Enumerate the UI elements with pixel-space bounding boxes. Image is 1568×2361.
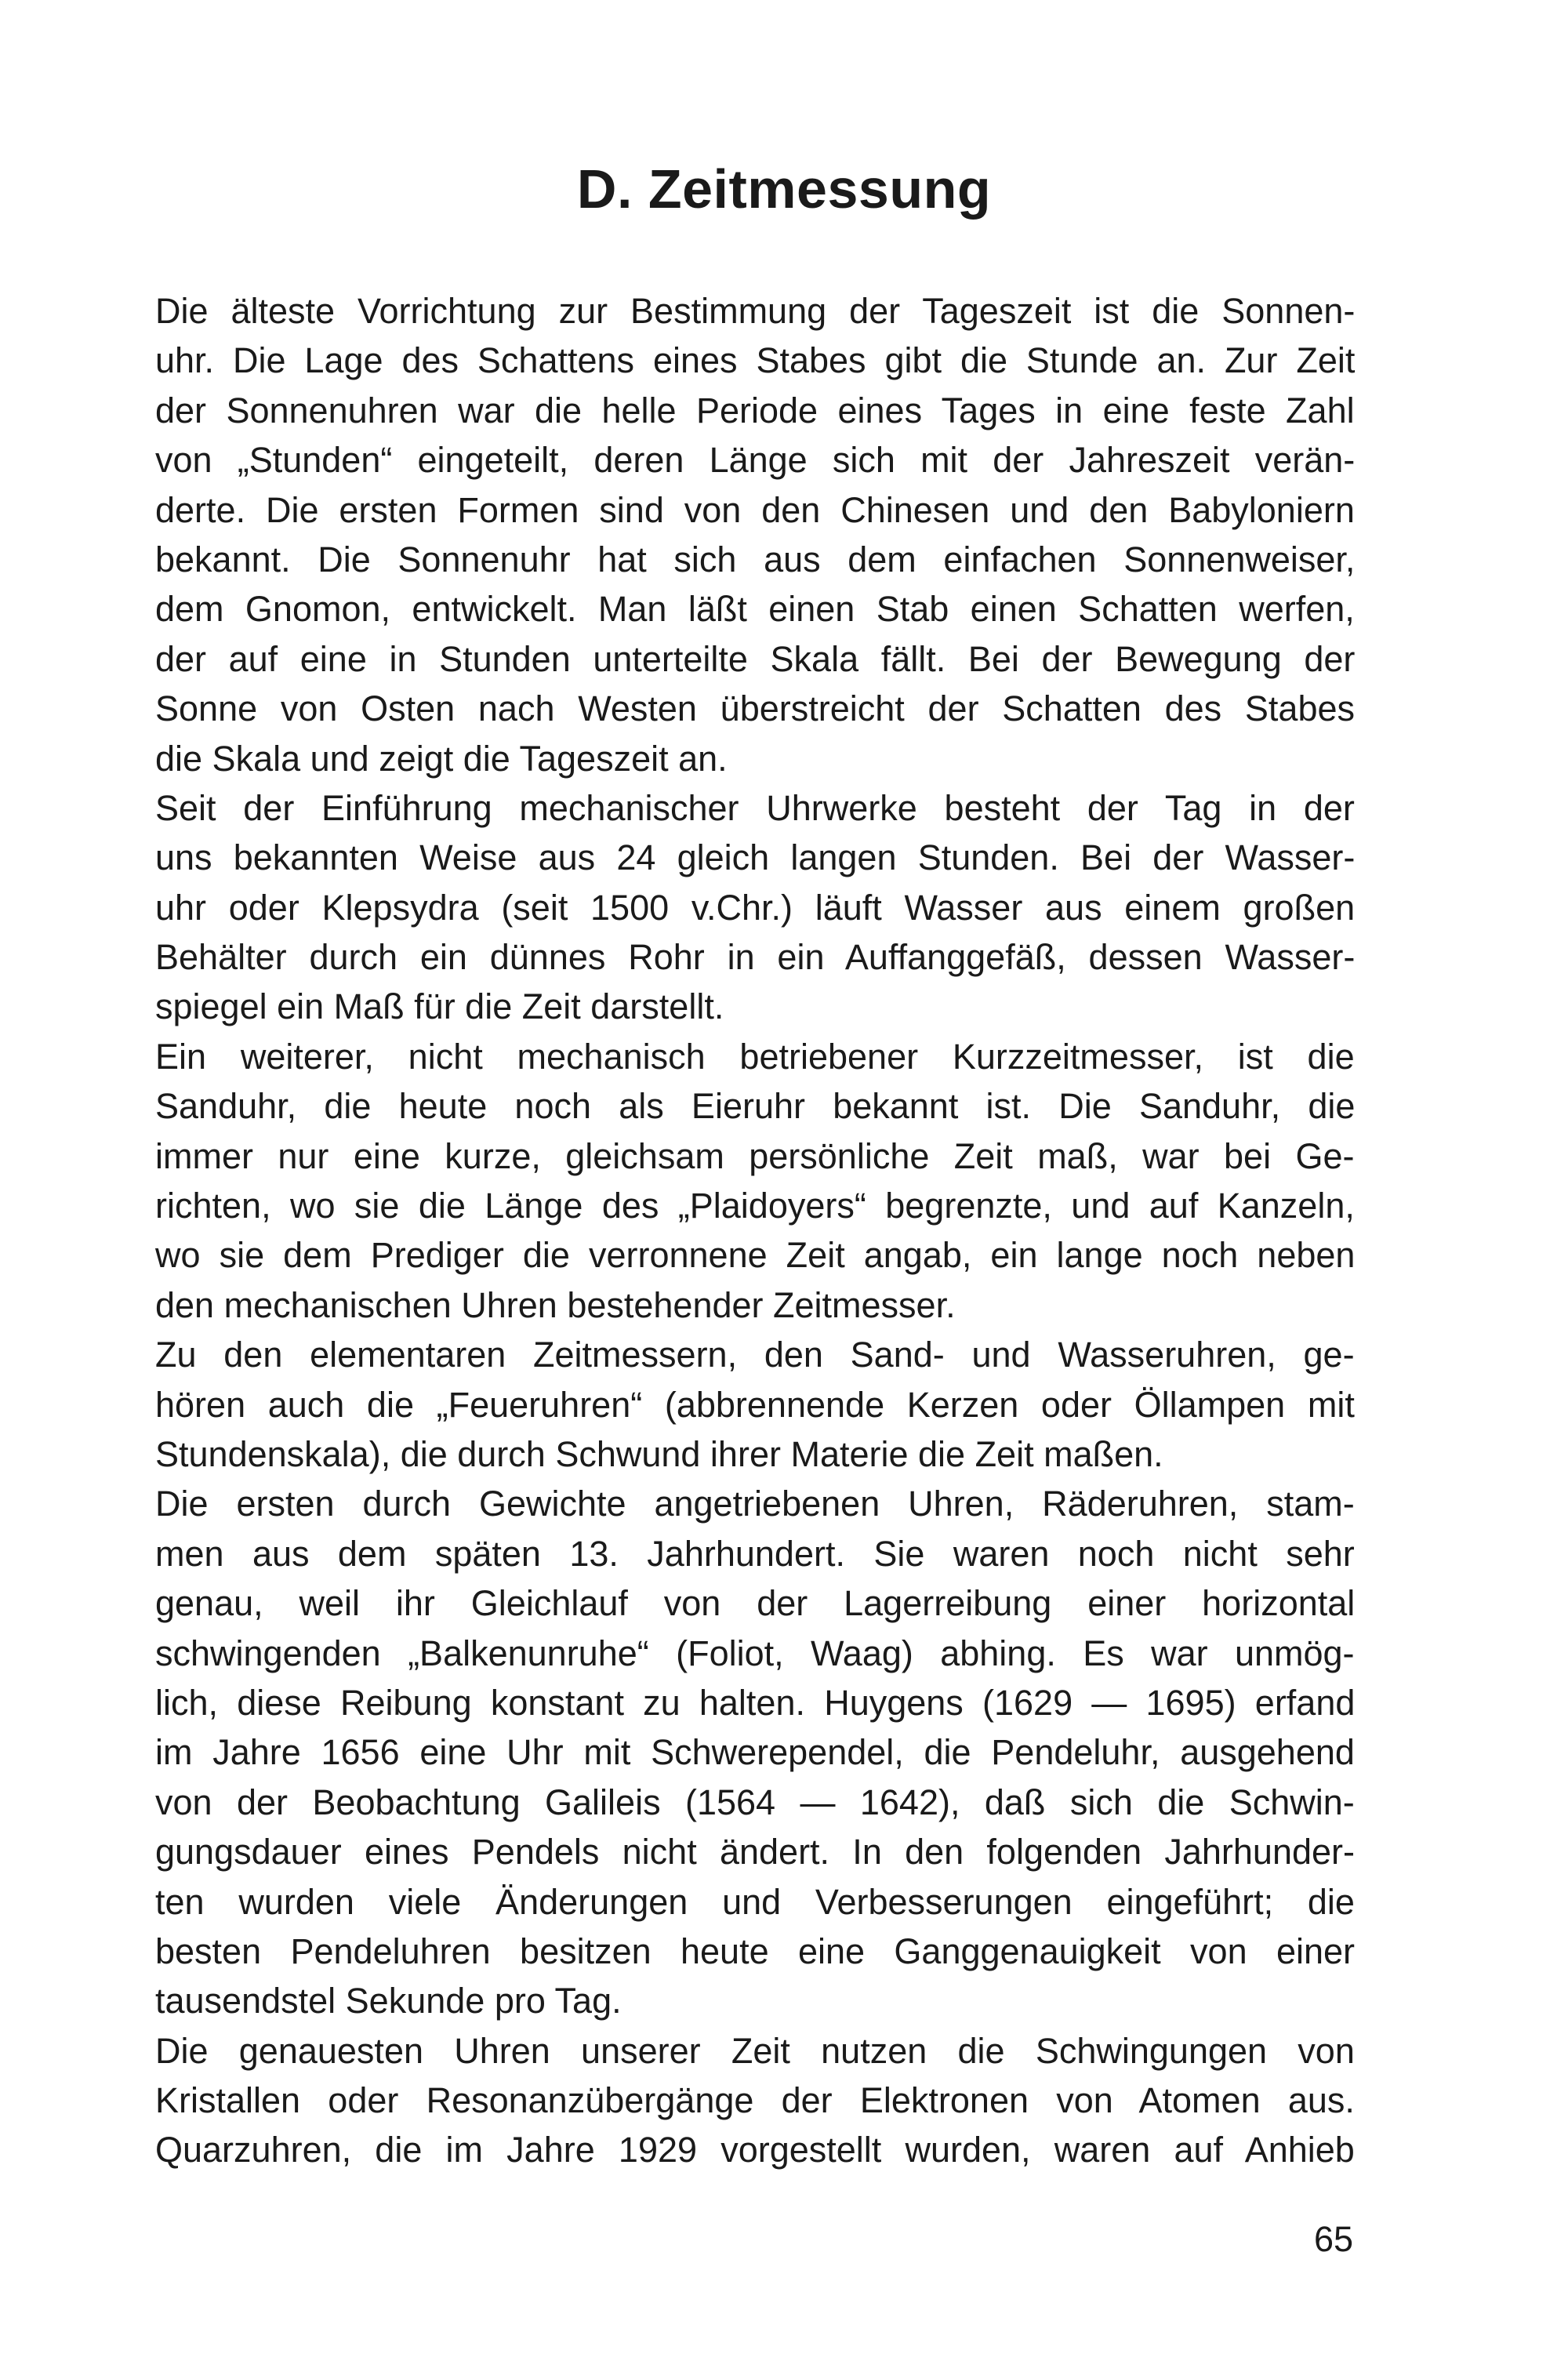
text-line: die Skala und zeigt die Tageszeit an.	[155, 738, 728, 779]
text-line: Sonne von Osten nach Westen überstreicht der Schatten des Stabes	[155, 688, 1356, 729]
text-line: immer nur eine kurze, gleichsam persönliche Zeit maß, war bei Ge-	[155, 1135, 1355, 1176]
text-line: besten Pendeluhren besitzen heute eine Ganggenauigkeit von einer	[155, 1931, 1356, 1971]
text-line: spiegel ein Maß für die Zeit darstellt.	[155, 986, 724, 1027]
text-line: Die genauesten Uhren unserer Zeit nutzen die Schwingungen von	[155, 2030, 1355, 2071]
text-line: im Jahre 1656 eine Uhr mit Schwerependel, die Pendeluhr, ausgehend	[155, 1732, 1355, 1773]
text-line: genau, weil ihr Gleichlauf von der Lagerreibung einer horizontal	[155, 1583, 1356, 1624]
text-line: Seit der Einführung mechanischer Uhrwerke besteht der Tag in der	[155, 787, 1355, 828]
text-line: Behälter durch ein dünnes Rohr in ein Auffanggefäß, dessen Wasser-	[155, 937, 1356, 978]
text-line: gungsdauer eines Pendels nicht ändert. In den folgenden Jahrhunder-	[155, 1832, 1356, 1872]
text-line: uhr oder Klepsydra (seit 1500 v.Chr.) läuft Wasser aus einem großen	[155, 887, 1356, 928]
text-line: derte. Die ersten Formen sind von den Chinesen und den Babyloniern	[155, 489, 1355, 530]
text-line: richten, wo sie die Länge des „Plaidoyers“ begrenzte, und auf Kanzeln,	[155, 1186, 1355, 1226]
text-line: wo sie dem Prediger die verronnene Zeit angab, ein lange noch neben	[155, 1235, 1356, 1276]
body-text	[155, 286, 1355, 2175]
text-line: lich, diese Reibung konstant zu halten. Huygens (1629 — 1695) erfand	[155, 1682, 1356, 1723]
text-line: Zu den elementaren Zeitmessern, den Sand- und Wasseruhren, ge-	[155, 1335, 1355, 1375]
text-line: der auf eine in Stunden unterteilte Skala fällt. Bei der Bewegung der	[155, 638, 1356, 679]
text-line: von der Beobachtung Galileis (1564 — 1642), daß sich die Schwin-	[155, 1782, 1355, 1822]
section-title: D. Zeitmessung	[576, 158, 992, 220]
text-line: Kristallen oder Resonanzübergänge der Elektronen von Atomen aus.	[155, 2080, 1355, 2121]
text-line: den mechanischen Uhren bestehender Zeitmesser.	[155, 1284, 956, 1325]
text-line: der Sonnenuhren war die helle Periode eines Tages in eine feste Zahl	[155, 390, 1355, 430]
text-line: Die älteste Vorrichtung zur Bestimmung der Tageszeit ist die Sonnen-	[155, 291, 1356, 331]
text-line: schwingenden „Balkenunruhe“ (Foliot, Waag) abhing. Es war unmög-	[155, 1633, 1355, 1673]
text-line: Sanduhr, die heute noch als Eieruhr bekannt ist. Die Sanduhr, die	[155, 1086, 1356, 1127]
page-number: 65	[1313, 2219, 1353, 2259]
text-line: uhr. Die Lage des Schattens eines Stabes gibt die Stunde an. Zur Zeit	[155, 340, 1356, 381]
text-line: ten wurden viele Änderungen und Verbesserungen eingeführt; die	[155, 1881, 1355, 1922]
text-line: hören auch die „Feueruhren“ (abbrennende Kerzen oder Öllampen mit	[155, 1384, 1355, 1425]
text-line: Stundenskala), die durch Schwund ihrer Materie die Zeit maßen.	[155, 1433, 1163, 1474]
text-line: Die ersten durch Gewichte angetriebenen Uhren, Räderuhren, stam-	[155, 1484, 1355, 1524]
text-line: Quarzuhren, die im Jahre 1929 vorgestellt wurden, waren auf Anhieb	[155, 2130, 1355, 2170]
text-line: bekannt. Die Sonnenuhr hat sich aus dem einfachen Sonnenweiser,	[155, 539, 1356, 579]
text-line: Ein weiterer, nicht mechanisch betriebener Kurzzeitmesser, ist die	[155, 1036, 1355, 1077]
text-line: tausendstel Sekunde pro Tag.	[155, 1981, 622, 2021]
text-line: dem Gnomon, entwickelt. Man läßt einen Stab einen Schatten werfen,	[155, 589, 1355, 630]
text-line: men aus dem späten 13. Jahrhundert. Sie waren noch nicht sehr	[155, 1533, 1355, 1574]
text-line: uns bekannten Weise aus 24 gleich langen Stunden. Bei der Wasser-	[155, 837, 1356, 878]
text-line: von „Stunden“ eingeteilt, deren Länge sich mit der Jahreszeit verän-	[155, 440, 1356, 481]
